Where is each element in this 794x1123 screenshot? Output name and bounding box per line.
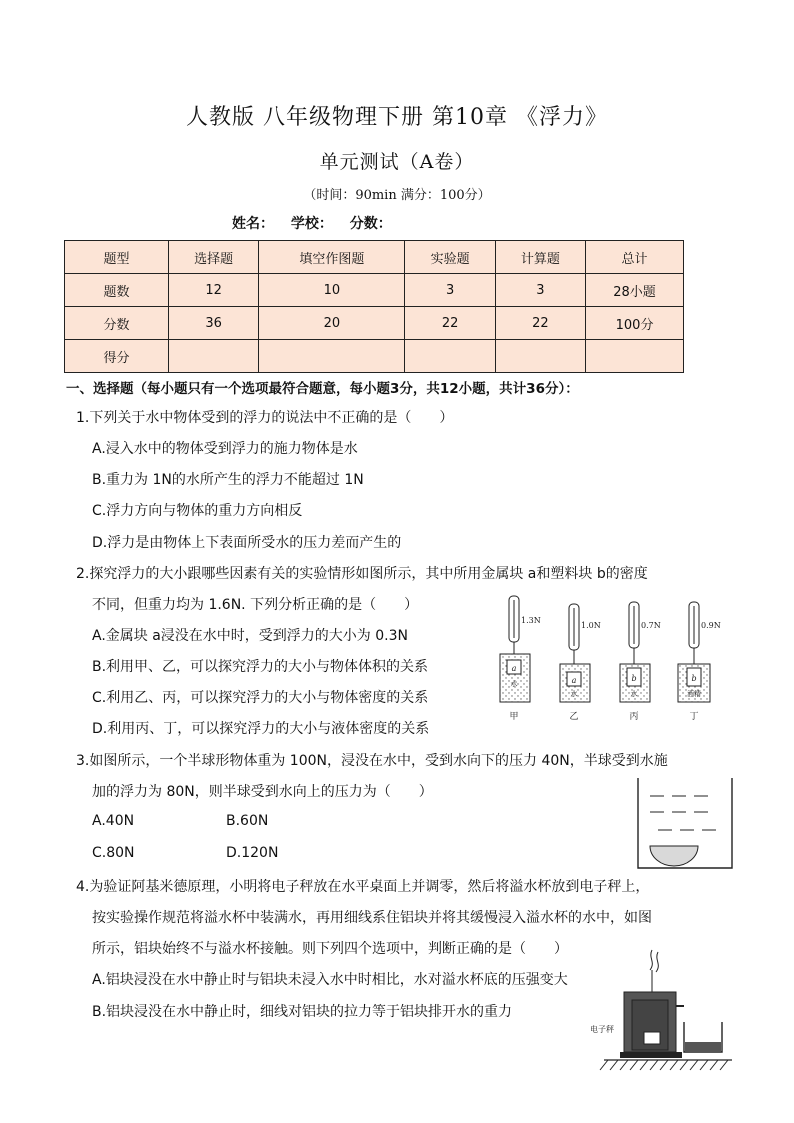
scale-reading: 0.7N [641, 621, 661, 630]
exam-meta: （时间：90min 满分：100分） [303, 188, 491, 203]
q2-option-a: A.金属块 a浸没在水中时，受到浮力的大小为 0.3N [92, 628, 408, 644]
table-cell: 题型 [65, 241, 169, 274]
hemisphere-container-figure [636, 776, 736, 872]
q1-option-b: B.重力为 1N的水所产生的浮力不能超过 1N [92, 472, 364, 488]
q2-option-c: C.利用乙、丙，可以探究浮力的大小与物体密度的关系 [92, 690, 429, 706]
document-subtitle: 单元测试（A卷） [319, 151, 475, 173]
table-row [65, 307, 684, 340]
q2-option-b: B.利用甲、乙，可以探究浮力的大小与物体体积的关系 [92, 659, 429, 675]
q4-option-a: A.铝块浸没在水中静止时与铝块未浸入水中时相比，水对溢水杯底的压强变大 [92, 972, 568, 988]
setup-label: 甲 [509, 712, 519, 722]
question-4-stem-cont1: 按实验操作规范将溢水杯中装满水，再用细线系住铝块并将其缓慢浸入溢水杯的水中，如图 [92, 910, 652, 926]
spring-scale-figure [492, 592, 732, 730]
scale-label: 电子秤 [590, 1025, 614, 1034]
scale-setup-yi [560, 604, 601, 722]
liquid-label: 水 [570, 690, 578, 698]
q3-option-b: B.60N [226, 813, 269, 829]
score-input-cell[interactable] [586, 340, 684, 373]
table-cell: 22 [495, 307, 585, 340]
scale-reading: 1.0N [581, 621, 601, 630]
question-3-stem-cont: 加的浮力为 80N，则半球受到水向上的压力为（ ） [92, 784, 433, 800]
overflow-cup-figure [584, 948, 734, 1080]
name-label: 姓名： [232, 216, 274, 232]
q1-option-d: D.浮力是由物体上下表面所受水的压力差而产生的 [92, 535, 402, 551]
table-cell: 36 [169, 307, 259, 340]
scale-setup-bing [620, 602, 661, 722]
setup-label: 丙 [629, 712, 639, 722]
question-4-stem-cont2: 所示，铝块始终不与溢水杯接触。则下列四个选项中，判断正确的是（ ） [92, 941, 568, 957]
student-info-bar [232, 213, 404, 233]
q1-option-a: A.浸入水中的物体受到浮力的施力物体是水 [92, 441, 358, 457]
block-label: b [691, 674, 697, 683]
score-label: 分数： [349, 216, 392, 232]
question-2-stem-cont: 不同，但重力均为 1.6N. 下列分析正确的是（ ） [92, 597, 419, 613]
q1-option-c: C.浮力方向与物体的重力方向相反 [92, 503, 303, 519]
table-cell: 28小题 [586, 274, 684, 307]
liquid-label: 酒精 [687, 690, 701, 698]
table-cell: 得分 [65, 340, 169, 373]
question-1-stem: 1.下列关于水中物体受到的浮力的说法中不正确的是（ ） [76, 410, 454, 426]
q3-option-d: D.120N [226, 845, 279, 861]
q4-option-b: B.铝块浸没在水中静止时，细线对铝块的拉力等于铝块排开水的重力 [92, 1004, 513, 1020]
table-cell: 分数 [65, 307, 169, 340]
setup-label: 丁 [689, 712, 699, 722]
score-input-cell[interactable] [405, 340, 495, 373]
score-input-cell[interactable] [169, 340, 259, 373]
school-label: 学校： [290, 216, 333, 232]
table-cell: 填空作图题 [259, 241, 405, 274]
block-label: a [571, 676, 577, 685]
q2-option-d: D.利用丙、丁，可以探究浮力的大小与液体密度的关系 [92, 721, 430, 737]
block-label: a [511, 664, 517, 673]
document-title: 人教版 八年级物理下册 第10章 《浮力》 [186, 105, 608, 130]
scale-setup-jia [500, 596, 541, 722]
liquid-label: 水 [510, 680, 518, 688]
section-heading: 一、选择题（每小题只有一个选项最符合题意，每小题3分，共12小题，共计36分）： [66, 381, 579, 397]
q3-option-a: A.40N [92, 813, 135, 829]
scale-setup-ding [678, 602, 721, 722]
table-cell: 22 [405, 307, 495, 340]
block-label: b [631, 674, 637, 683]
table-cell: 题数 [65, 274, 169, 307]
table-cell: 总计 [586, 241, 684, 274]
score-input-cell[interactable] [259, 340, 405, 373]
table-cell: 20 [259, 307, 405, 340]
scale-reading: 0.9N [701, 621, 721, 630]
question-3-stem: 3.如图所示，一个半球形物体重为 100N，浸没在水中，受到水向下的压力 40N，半球受到水施 [76, 753, 668, 769]
table-row [65, 274, 684, 307]
table-cell: 12 [169, 274, 259, 307]
q3-option-c: C.80N [92, 845, 135, 861]
table-cell: 10 [259, 274, 405, 307]
question-4-stem: 4.为验证阿基米德原理，小明将电子秤放在水平桌面上并调零，然后将溢水杯放到电子秤上， [76, 879, 650, 895]
table-cell: 3 [405, 274, 495, 307]
table-cell: 100分 [586, 307, 684, 340]
table-cell: 3 [495, 274, 585, 307]
score-table [64, 240, 684, 373]
table-row [65, 241, 684, 274]
setup-label: 乙 [569, 712, 579, 722]
table-cell: 实验题 [405, 241, 495, 274]
table-cell: 计算题 [495, 241, 585, 274]
score-input-cell[interactable] [495, 340, 585, 373]
scale-reading: 1.3N [521, 616, 541, 625]
liquid-label: 水 [630, 690, 638, 698]
table-row [65, 340, 684, 373]
question-2-stem: 2.探究浮力的大小跟哪些因素有关的实验情形如图所示，其中所用金属块 a和塑料块 b的密度 [76, 566, 648, 582]
table-cell: 选择题 [169, 241, 259, 274]
